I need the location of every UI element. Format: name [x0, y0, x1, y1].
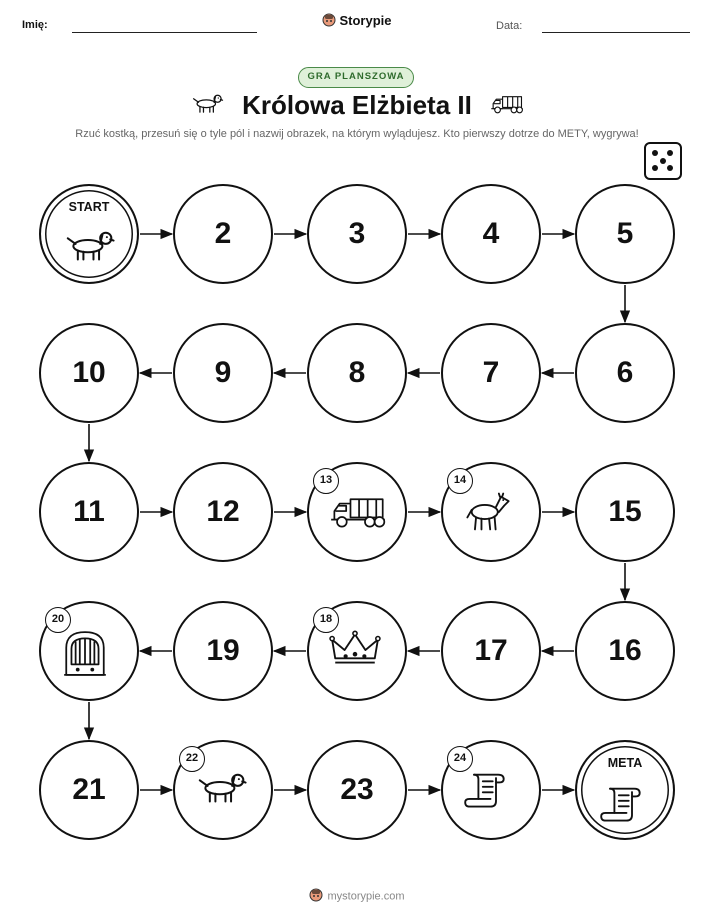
brand-name: Storypie: [339, 13, 392, 28]
space-number: 19: [206, 634, 240, 667]
board-space-23: [307, 740, 407, 840]
space-number: 24: [447, 746, 473, 772]
space-number: 6: [616, 356, 634, 389]
space-number: 4: [482, 217, 500, 250]
board-space-13: [307, 462, 407, 562]
horse-icon: [463, 490, 513, 539]
category-badge: GRA PLANSZOWA: [298, 67, 414, 88]
space-number: 12: [206, 495, 240, 528]
instructions: Rzuć kostką, przesuń się o tyle pól i nazwij obrazek, na którym wylądujesz. Kto pierwszy dotrze do METY, wygrywa!: [75, 128, 639, 140]
board-space-6: [575, 323, 675, 423]
name-label: Imię:: [22, 19, 48, 31]
scroll-icon: [599, 782, 643, 829]
board-space-17: [441, 601, 541, 701]
board-space-9: [173, 323, 273, 423]
footer: [0, 888, 714, 905]
board-space-7: [441, 323, 541, 423]
space-number: 18: [313, 607, 339, 633]
space-number: 16: [608, 634, 642, 667]
board-space-16: [575, 601, 675, 701]
board-space-24: [441, 740, 541, 840]
storypie-logo-icon: [309, 888, 323, 905]
board-space-15: [575, 462, 675, 562]
space-number: 8: [348, 356, 366, 389]
dog-icon: [63, 226, 115, 269]
space-number: 3: [348, 217, 366, 250]
board-space-19: [173, 601, 273, 701]
space-number: 10: [72, 356, 106, 389]
space-number: 2: [214, 217, 232, 250]
space-number: 9: [214, 356, 232, 389]
board-space-11: [39, 462, 139, 562]
date-label: Data:: [496, 20, 523, 32]
board-space-4: [441, 184, 541, 284]
board-space-12: [173, 462, 273, 562]
space-label: META: [607, 756, 643, 770]
board-space-10: [39, 323, 139, 423]
page-title: Królowa Elżbieta II: [242, 90, 472, 120]
board-space-18: [307, 601, 407, 701]
space-number: 13: [313, 468, 339, 494]
space-number: 20: [45, 607, 71, 633]
space-number: 15: [608, 495, 642, 528]
board-space-22: [173, 740, 273, 840]
board-space-1: [39, 184, 139, 284]
board-space-20: [39, 601, 139, 701]
board-space-8: [307, 323, 407, 423]
space-label: START: [68, 200, 110, 214]
dog-icon: [195, 768, 247, 811]
space-number: 14: [447, 468, 473, 494]
footer-url: mystorypie.com: [327, 890, 405, 903]
military-truck-icon: [329, 490, 387, 535]
space-number: 21: [72, 773, 106, 806]
space-number: 23: [340, 773, 374, 806]
radio-icon: [61, 629, 109, 684]
board-space-2: [173, 184, 273, 284]
board-space-5: [575, 184, 675, 284]
board-space-21: [39, 740, 139, 840]
space-number: 17: [474, 634, 508, 667]
board-space-14: [441, 462, 541, 562]
board-space-25: [575, 740, 675, 840]
board-space-3: [307, 184, 407, 284]
space-number: 22: [179, 746, 205, 772]
scroll-icon: [463, 768, 507, 815]
space-number: 5: [616, 217, 634, 250]
space-number: 11: [73, 495, 105, 528]
crown-icon: [329, 629, 381, 674]
space-number: 7: [482, 356, 500, 389]
